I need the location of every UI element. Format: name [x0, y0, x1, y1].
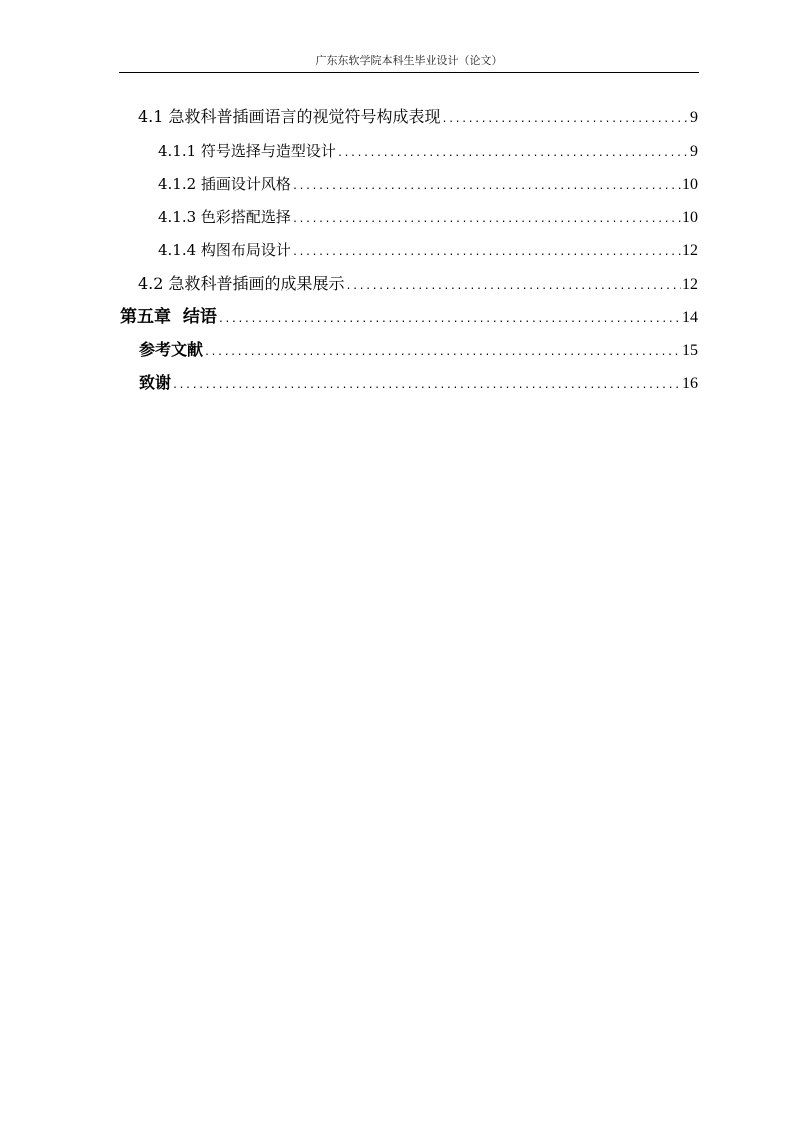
toc-entry-4-1-1[interactable]: [158, 140, 698, 162]
toc-entry-4-1-3[interactable]: [158, 206, 698, 228]
toc-entry-title: 致谢: [139, 373, 172, 392]
toc-entry-acknowledgements[interactable]: [139, 372, 698, 394]
toc-entry-page: 10: [682, 176, 698, 193]
toc-entry-page: 10: [682, 209, 698, 226]
dot-leader: [172, 375, 681, 397]
toc-entry-page: 9: [690, 109, 698, 126]
toc-entry-title: 4.1.2 插画设计风格: [158, 175, 291, 193]
toc-entry-title: 4.1.1 符号选择与造型设计: [158, 142, 336, 160]
toc-entry-4-1-2[interactable]: [158, 173, 698, 195]
toc-entry-4-1-4[interactable]: [158, 239, 698, 261]
toc-entry-title: 第五章 结语: [120, 307, 217, 327]
toc-entry-page: 14: [682, 309, 698, 326]
dot-leader: [292, 176, 681, 198]
toc-entry-title: 4.2 急救科普插画的成果展示: [138, 274, 345, 293]
dot-leader: [292, 209, 681, 231]
dot-leader: [218, 309, 681, 331]
toc-entry-title: 参考文献: [139, 340, 204, 359]
toc-entry-page: 15: [682, 342, 698, 359]
header-divider: [119, 72, 699, 73]
toc-entry-chapter-5[interactable]: [120, 306, 698, 328]
toc-entry-title: 4.1.3 色彩搭配选择: [158, 208, 291, 226]
toc-entry-4-1[interactable]: [138, 106, 698, 128]
toc-entry-page: 9: [690, 143, 698, 160]
dot-leader: [204, 342, 681, 364]
toc-entry-page: 12: [682, 276, 698, 293]
running-header: 广东东软学院本科生毕业设计（论文）: [315, 54, 503, 67]
dot-leader: [346, 276, 681, 298]
toc-entry-references[interactable]: [139, 339, 698, 361]
toc-entry-page: 12: [682, 242, 698, 259]
toc-entry-title: 4.1.4 构图布局设计: [158, 241, 291, 259]
dot-leader: [337, 143, 689, 165]
toc-entry-4-2[interactable]: [138, 273, 698, 295]
toc-entry-title: 4.1 急救科普插画语言的视觉符号构成表现: [138, 107, 441, 126]
dot-leader: [442, 109, 689, 131]
dot-leader: [292, 242, 681, 264]
toc-entry-page: 16: [682, 375, 698, 392]
